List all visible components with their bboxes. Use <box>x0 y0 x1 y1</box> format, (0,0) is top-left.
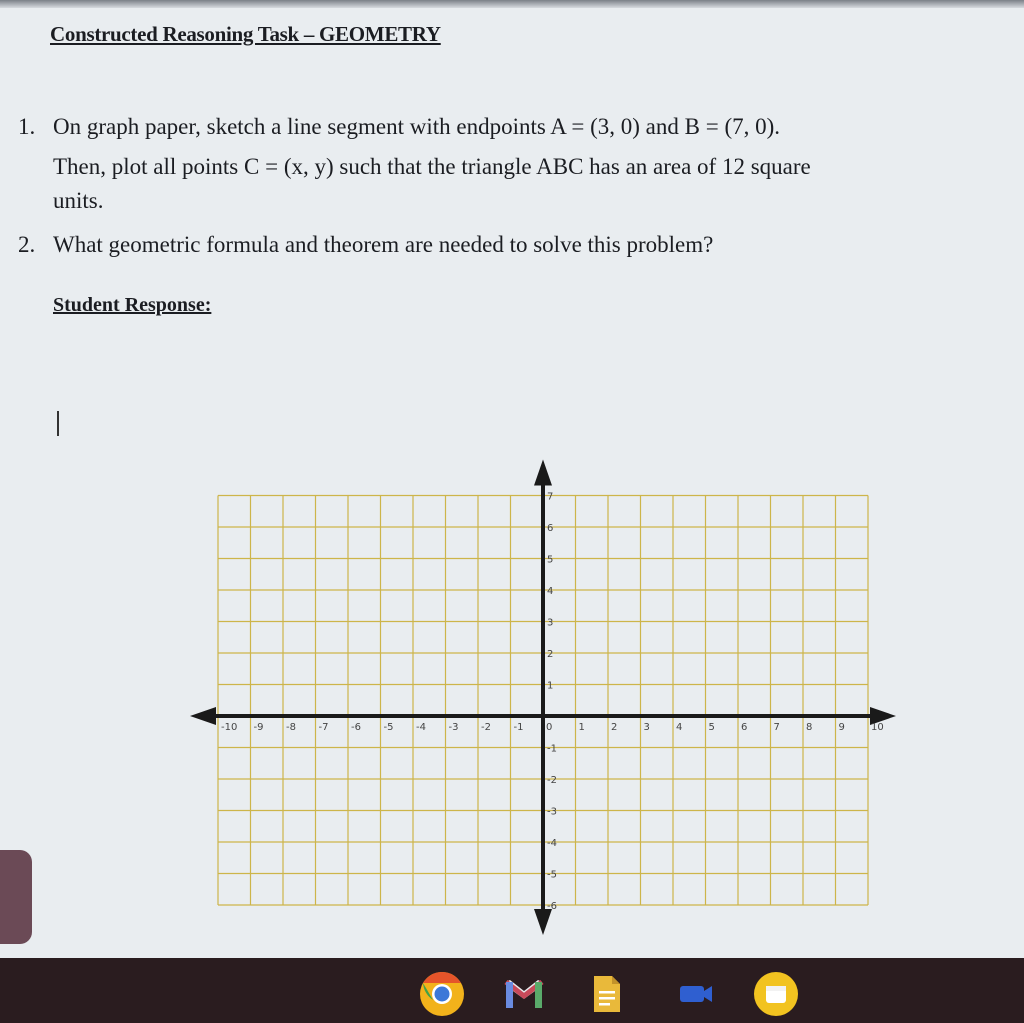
y-tick-label: -3 <box>547 806 557 818</box>
x-tick-label: 8 <box>806 722 813 733</box>
question-2-text: What geometric formula and theorem are needed to solve this problem? <box>53 232 714 257</box>
x-tick-label: 5 <box>708 722 715 733</box>
docs-icon[interactable] <box>582 970 630 1018</box>
gmail-icon[interactable] <box>500 970 548 1018</box>
page-title: Constructed Reasoning Task – GEOMETRY <box>50 22 441 46</box>
x-tick-label: -4 <box>416 722 426 733</box>
x-tick-label: 4 <box>676 722 683 733</box>
student-response-label: Student Response: <box>53 294 212 316</box>
x-tick-label: 10 <box>871 722 884 733</box>
x-tick-label: -3 <box>448 722 459 733</box>
y-tick-label: 2 <box>547 649 554 660</box>
question-2-number: 2. <box>18 232 36 257</box>
side-panel-tab[interactable] <box>0 850 32 944</box>
y-tick-label: -1 <box>547 743 557 755</box>
x-tick-label: -2 <box>481 722 491 733</box>
y-tick-label: 1 <box>547 680 554 692</box>
grid-svg <box>160 428 930 958</box>
x-tick-label: -6 <box>351 722 361 733</box>
chrome-icon[interactable] <box>418 970 466 1018</box>
question-1-number: 1. <box>18 114 36 139</box>
question-1-line-1: On graph paper, sketch a line segment with endpoints A = (3, 0) and B = (7, 0). <box>53 114 781 139</box>
x-axis-left-arrow <box>190 707 216 725</box>
coordinate-grid <box>160 428 930 958</box>
x-tick-label: -5 <box>383 722 394 733</box>
x-tick-label: 2 <box>611 722 618 733</box>
x-tick-label: -8 <box>286 722 296 733</box>
y-tick-label: -2 <box>547 775 557 786</box>
y-axis-bottom-arrow <box>534 909 552 935</box>
y-tick-label: 4 <box>547 586 554 597</box>
x-tick-label: 7 <box>773 722 780 733</box>
y-tick-label: 7 <box>547 491 554 503</box>
y-tick-label: 5 <box>547 554 554 566</box>
text-cursor <box>57 411 59 436</box>
x-tick-label: 3 <box>643 722 650 733</box>
x-tick-label: -1 <box>513 722 524 733</box>
x-tick-label: -9 <box>253 722 264 733</box>
y-tick-label: 3 <box>547 617 554 629</box>
y-tick-label: 6 <box>547 523 554 534</box>
meet-icon[interactable] <box>672 970 720 1018</box>
y-axis-top-arrow <box>534 460 552 486</box>
question-1-line-2: Then, plot all points C = (x, y) such that the triangle ABC has an area of 12 square <box>53 154 811 179</box>
y-tick-label: -6 <box>547 901 557 912</box>
question-1-text <box>53 108 811 220</box>
x-tick-label: 6 <box>741 722 748 733</box>
x-tick-label: 1 <box>578 722 585 733</box>
x-tick-label: -10 <box>221 722 238 733</box>
y-tick-label: -5 <box>547 869 557 881</box>
x-tick-label: 9 <box>838 722 845 733</box>
x-tick-label: 0 <box>546 722 553 733</box>
x-tick-label: -7 <box>318 722 329 733</box>
question-1-line-3: units. <box>53 188 104 213</box>
top-edge <box>0 0 1024 8</box>
y-tick-label: -4 <box>547 838 557 849</box>
keep-icon[interactable] <box>752 970 800 1018</box>
